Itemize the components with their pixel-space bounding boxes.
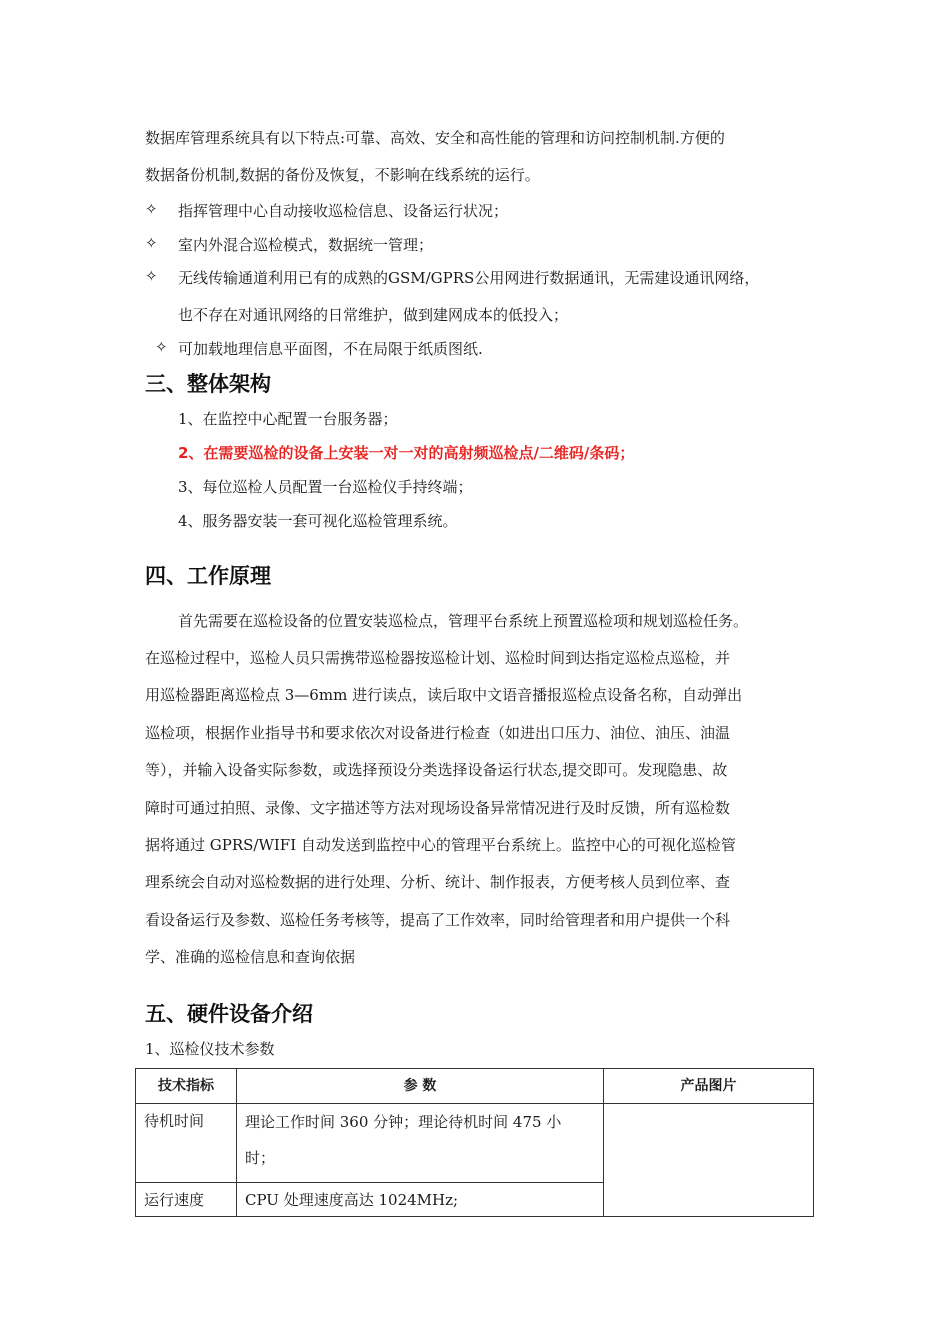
list-item: 1、在监控中心配置一台服务器； xyxy=(178,410,398,428)
paragraph-line: 用巡检器距离巡检点 3—6mm 进行读点，读后取中文语音播报巡检点设备名称，自动弹出 xyxy=(145,686,743,704)
bullet-item: 室内外混合巡检模式，数据统一管理； xyxy=(178,236,434,254)
param-line: 时； xyxy=(245,1149,276,1167)
param-line: 理论工作时间 360 分钟；理论待机时间 475 小 xyxy=(245,1113,562,1131)
bullet-item: 无线传输通道利用已有的成熟的GSM/GPRS公用网进行数据通讯，无需建设通讯网络， xyxy=(178,269,760,287)
section-heading: 三、整体架构 xyxy=(145,372,271,396)
paragraph-line: 据将通过 GPRS/WIFI 自动发送到监控中心的管理平台系统上。监控中心的可视化巡检管 xyxy=(145,836,736,854)
section-heading: 五、硬件设备介绍 xyxy=(145,1002,313,1026)
table-cell-label: 待机时间 xyxy=(136,1104,237,1183)
bullet-diamond-icon: ✧ xyxy=(145,267,158,285)
intro-line-2: 数据备份机制,数据的备份及恢复，不影响在线系统的运行。 xyxy=(145,166,540,184)
bullet-item: 可加载地理信息平面图，不在局限于纸质图纸. xyxy=(178,340,483,358)
table-cell-label: 运行速度 xyxy=(136,1183,237,1217)
list-item: 4、服务器安装一套可视化巡检管理系统。 xyxy=(178,512,458,530)
table-cell-param: CPU 处理速度高达 1024MHz; xyxy=(237,1183,604,1217)
bullet-diamond-icon: ✧ xyxy=(145,200,158,218)
section-heading: 四、工作原理 xyxy=(145,564,271,588)
table-row xyxy=(136,1104,814,1183)
bullet-diamond-icon: ✧ xyxy=(155,338,168,356)
bullet-diamond-icon: ✧ xyxy=(145,234,158,252)
table-cell-param xyxy=(237,1104,604,1183)
list-item: 3、每位巡检人员配置一台巡检仪手持终端； xyxy=(178,478,473,496)
intro-line-1: 数据库管理系统具有以下特点:可靠、高效、安全和高性能的管理和访问控制机制.方便的 xyxy=(145,129,725,147)
paragraph-line: 障时可通过拍照、录像、文字描述等方法对现场设备异常情况进行及时反馈，所有巡检数 xyxy=(145,799,731,817)
product-image-cell xyxy=(604,1104,814,1217)
column-header: 产品图片 xyxy=(604,1069,814,1104)
paragraph-line: 巡检项，根据作业指导书和要求依次对设备进行检查（如进出口压力、油位、油压、油温 xyxy=(145,724,731,742)
paragraph-line: 看设备运行及参数、巡检任务考核等，提高了工作效率，同时给管理者和用户提供一个科 xyxy=(145,911,731,929)
bullet-item: 指挥管理中心自动接收巡检信息、设备运行状况； xyxy=(178,202,509,220)
table-header-row xyxy=(136,1069,814,1104)
table-caption: 1、巡检仪技术参数 xyxy=(145,1040,275,1058)
column-header: 参 数 xyxy=(237,1069,604,1104)
paragraph-line: 等），并输入设备实际参数，或选择预设分类选择设备运行状态,提交即可。发现隐患、故 xyxy=(145,761,728,779)
paragraph-line: 首先需要在巡检设备的位置安装巡检点，管理平台系统上预置巡检项和规划巡检任务。 xyxy=(178,612,749,630)
paragraph-line: 学、准确的巡检信息和查询依据 xyxy=(145,948,356,966)
bullet-item-continuation: 也不存在对通讯网络的日常维护，做到建网成本的低投入； xyxy=(178,306,569,324)
spec-table xyxy=(135,1068,814,1217)
column-header: 技术指标 xyxy=(136,1069,237,1104)
paragraph-line: 在巡检过程中，巡检人员只需携带巡检器按巡检计划、巡检时间到达指定巡检点巡检，并 xyxy=(145,649,731,667)
paragraph-line: 理系统会自动对巡检数据的进行处理、分析、统计、制作报表，方便考核人员到位率、查 xyxy=(145,873,731,891)
list-item-highlight: 2、在需要巡检的设备上安装一对一对的高射频巡检点/二维码/条码； xyxy=(178,444,635,462)
